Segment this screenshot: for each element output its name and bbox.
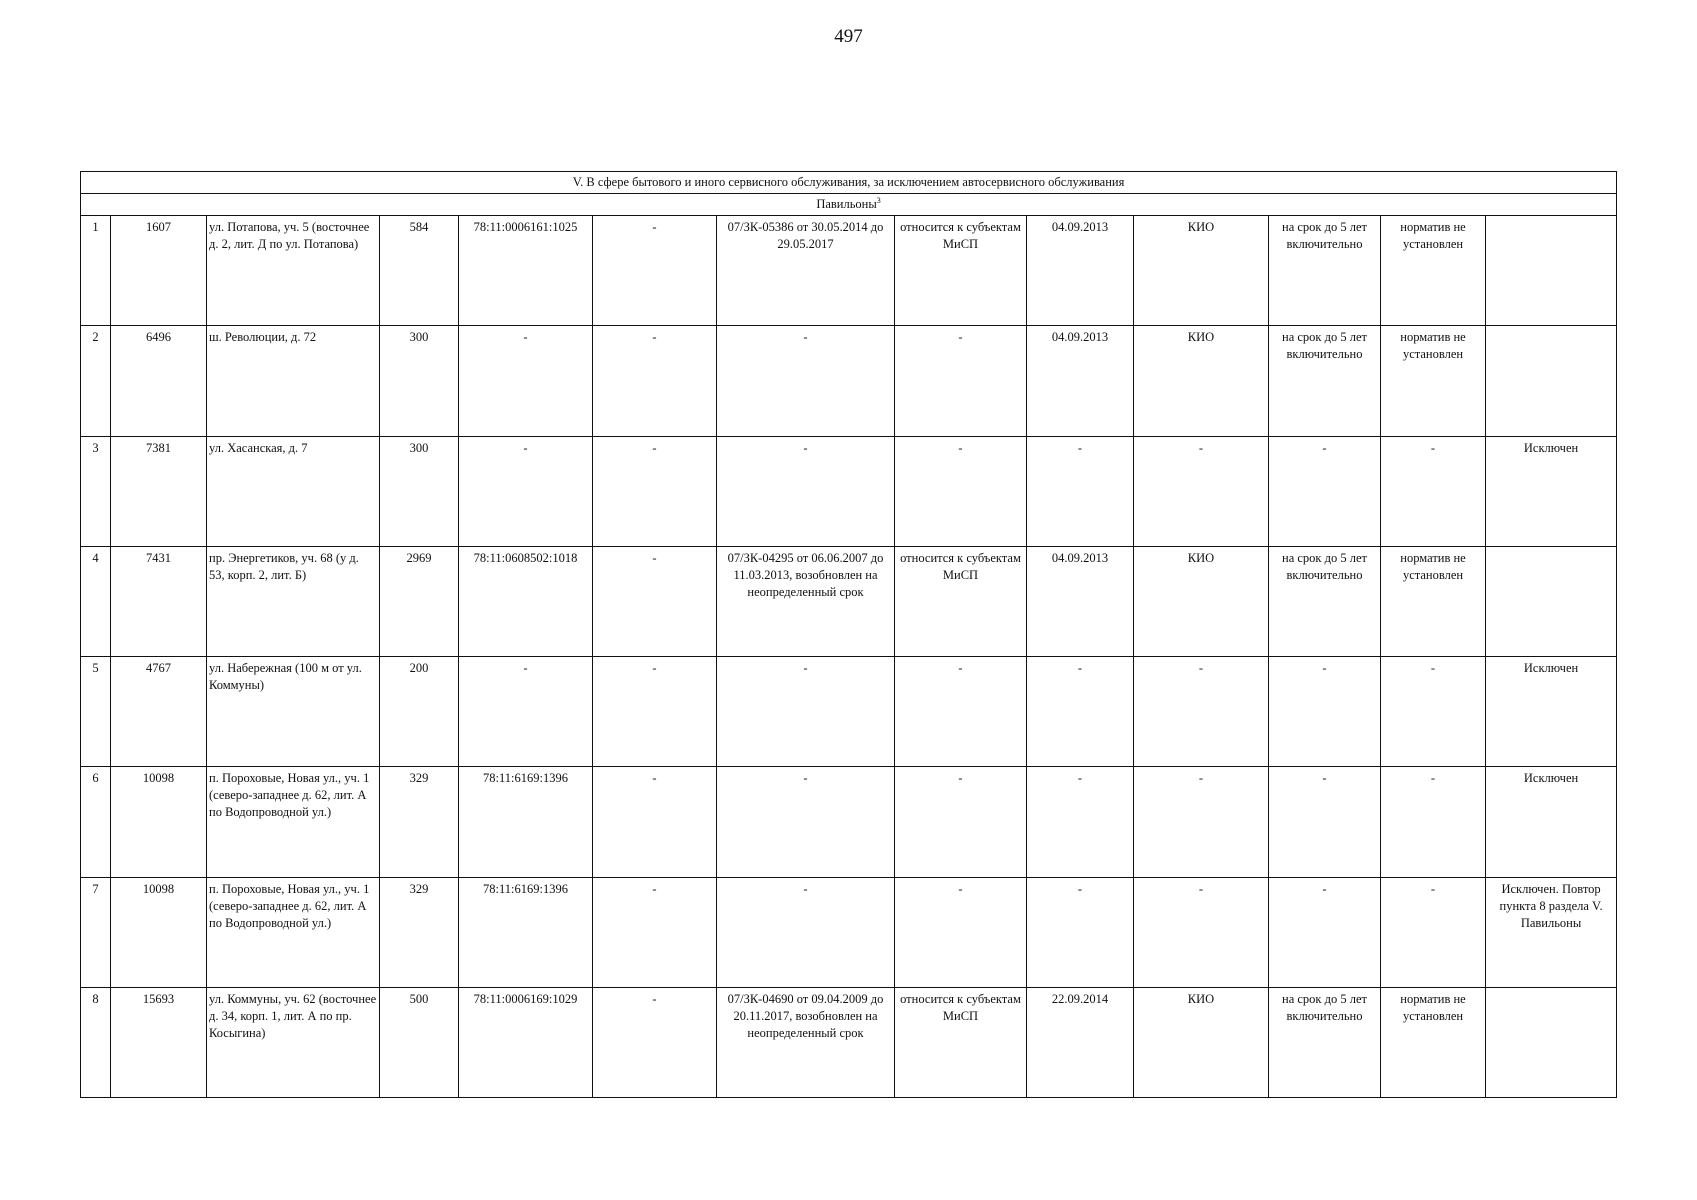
cell-column-6: - [593, 877, 717, 987]
cell-row-number: 5 [81, 657, 111, 767]
cell-area: 300 [380, 436, 459, 546]
cell-note [1486, 326, 1617, 436]
cell-term: - [1269, 877, 1381, 987]
cell-row-number: 7 [81, 877, 111, 987]
cell-organization: КИО [1134, 216, 1269, 326]
cell-norm: - [1381, 436, 1486, 546]
cell-area: 329 [380, 767, 459, 877]
cell-address: пр. Энергетиков, уч. 68 (у д. 53, корп. 2, лит. Б) [207, 546, 380, 656]
cell-address: ул. Коммуны, уч. 62 (восточнее д. 34, корп. 1, лит. А по пр. Косыгина) [207, 987, 380, 1097]
section-title: V. В сфере бытового и иного сервисного обслуживания, за исключением автосервисного обслуживания [81, 172, 1617, 194]
cell-area: 584 [380, 216, 459, 326]
table-row [81, 436, 1617, 546]
section-header-row [81, 172, 1617, 194]
cell-norm: - [1381, 657, 1486, 767]
cell-inclusion-date: - [1027, 436, 1134, 546]
cell-inclusion-date: 04.09.2013 [1027, 326, 1134, 436]
cell-object-id: 4767 [111, 657, 207, 767]
table-row [81, 767, 1617, 877]
cell-norm: - [1381, 877, 1486, 987]
cell-contract: - [717, 326, 895, 436]
cell-contract: - [717, 436, 895, 546]
cell-address: п. Пороховые, Новая ул., уч. 1 (северо-западнее д. 62, лит. А по Водопроводной ул.) [207, 767, 380, 877]
cell-norm: норматив не установлен [1381, 326, 1486, 436]
cell-column-6: - [593, 767, 717, 877]
subsection-header-row [81, 194, 1617, 216]
cell-row-number: 2 [81, 326, 111, 436]
cell-note: Исключен [1486, 657, 1617, 767]
cell-object-id: 7431 [111, 546, 207, 656]
cell-area: 300 [380, 326, 459, 436]
cell-address: ул. Набережная (100 м от ул. Коммуны) [207, 657, 380, 767]
cell-norm: норматив не установлен [1381, 216, 1486, 326]
cell-contract: - [717, 767, 895, 877]
cell-organization: - [1134, 657, 1269, 767]
footnote-marker: 3 [876, 195, 881, 205]
cell-contract: 07/ЗК-04295 от 06.06.2007 до 11.03.2013, возобновлен на неопределенный срок [717, 546, 895, 656]
cell-address: ш. Революции, д. 72 [207, 326, 380, 436]
cell-note: Исключен [1486, 767, 1617, 877]
cell-organization: - [1134, 877, 1269, 987]
cell-term: на срок до 5 лет включительно [1269, 326, 1381, 436]
subsection-title-cell [81, 194, 1617, 216]
page-number: 497 [834, 26, 863, 47]
cell-note [1486, 216, 1617, 326]
cell-cadastral-number: 78:11:6169:1396 [459, 767, 593, 877]
cell-term: - [1269, 767, 1381, 877]
cell-row-number: 3 [81, 436, 111, 546]
cell-inclusion-date: 04.09.2013 [1027, 546, 1134, 656]
cell-term: на срок до 5 лет включительно [1269, 546, 1381, 656]
cell-cadastral-number: 78:11:6169:1396 [459, 877, 593, 987]
cell-cadastral-number: 78:11:0608502:1018 [459, 546, 593, 656]
cell-inclusion-date: - [1027, 657, 1134, 767]
cell-organization: КИО [1134, 987, 1269, 1097]
cell-contract: - [717, 877, 895, 987]
cell-category: - [895, 326, 1027, 436]
cell-norm: норматив не установлен [1381, 987, 1486, 1097]
cell-row-number: 1 [81, 216, 111, 326]
cell-area: 200 [380, 657, 459, 767]
cell-norm: - [1381, 767, 1486, 877]
cell-contract: 07/ЗК-05386 от 30.05.2014 до 29.05.2017 [717, 216, 895, 326]
subsection-title: Павильоны [816, 197, 877, 212]
cell-object-id: 10098 [111, 767, 207, 877]
registry-table [80, 171, 1617, 1098]
cell-note [1486, 546, 1617, 656]
cell-category: относится к субъектам МиСП [895, 546, 1027, 656]
cell-organization: - [1134, 436, 1269, 546]
cell-object-id: 6496 [111, 326, 207, 436]
cell-column-6: - [593, 987, 717, 1097]
cell-address: ул. Хасанская, д. 7 [207, 436, 380, 546]
cell-column-6: - [593, 216, 717, 326]
cell-organization: КИО [1134, 546, 1269, 656]
cell-note [1486, 987, 1617, 1097]
table-row [81, 987, 1617, 1097]
cell-object-id: 1607 [111, 216, 207, 326]
cell-address: п. Пороховые, Новая ул., уч. 1 (северо-западнее д. 62, лит. А по Водопроводной ул.) [207, 877, 380, 987]
table-row [81, 877, 1617, 987]
cell-term: на срок до 5 лет включительно [1269, 216, 1381, 326]
cell-note: Исключен. Повтор пункта 8 раздела V. Павильоны [1486, 877, 1617, 987]
cell-row-number: 4 [81, 546, 111, 656]
cell-object-id: 15693 [111, 987, 207, 1097]
cell-area: 500 [380, 987, 459, 1097]
cell-category: относится к субъектам МиСП [895, 216, 1027, 326]
cell-cadastral-number: - [459, 657, 593, 767]
cell-object-id: 10098 [111, 877, 207, 987]
cell-inclusion-date: - [1027, 877, 1134, 987]
cell-category: - [895, 877, 1027, 987]
cell-norm: норматив не установлен [1381, 546, 1486, 656]
cell-note: Исключен [1486, 436, 1617, 546]
cell-inclusion-date: 22.09.2014 [1027, 987, 1134, 1097]
cell-cadastral-number: 78:11:0006169:1029 [459, 987, 593, 1097]
cell-cadastral-number: - [459, 326, 593, 436]
table-row [81, 326, 1617, 436]
cell-column-6: - [593, 657, 717, 767]
cell-object-id: 7381 [111, 436, 207, 546]
cell-row-number: 8 [81, 987, 111, 1097]
cell-category: относится к субъектам МиСП [895, 987, 1027, 1097]
cell-contract: 07/ЗК-04690 от 09.04.2009 до 20.11.2017, возобновлен на неопределенный срок [717, 987, 895, 1097]
cell-term: на срок до 5 лет включительно [1269, 987, 1381, 1097]
cell-inclusion-date: 04.09.2013 [1027, 216, 1134, 326]
cell-term: - [1269, 436, 1381, 546]
cell-category: - [895, 436, 1027, 546]
table-row [81, 546, 1617, 656]
cell-column-6: - [593, 326, 717, 436]
table-row [81, 216, 1617, 326]
cell-category: - [895, 657, 1027, 767]
cell-contract: - [717, 657, 895, 767]
cell-column-6: - [593, 546, 717, 656]
cell-category: - [895, 767, 1027, 877]
cell-organization: КИО [1134, 326, 1269, 436]
cell-column-6: - [593, 436, 717, 546]
cell-address: ул. Потапова, уч. 5 (восточнее д. 2, лит. Д по ул. Потапова) [207, 216, 380, 326]
cell-row-number: 6 [81, 767, 111, 877]
cell-cadastral-number: - [459, 436, 593, 546]
cell-area: 329 [380, 877, 459, 987]
table-row [81, 657, 1617, 767]
cell-organization: - [1134, 767, 1269, 877]
cell-cadastral-number: 78:11:0006161:1025 [459, 216, 593, 326]
cell-area: 2969 [380, 546, 459, 656]
cell-inclusion-date: - [1027, 767, 1134, 877]
cell-term: - [1269, 657, 1381, 767]
